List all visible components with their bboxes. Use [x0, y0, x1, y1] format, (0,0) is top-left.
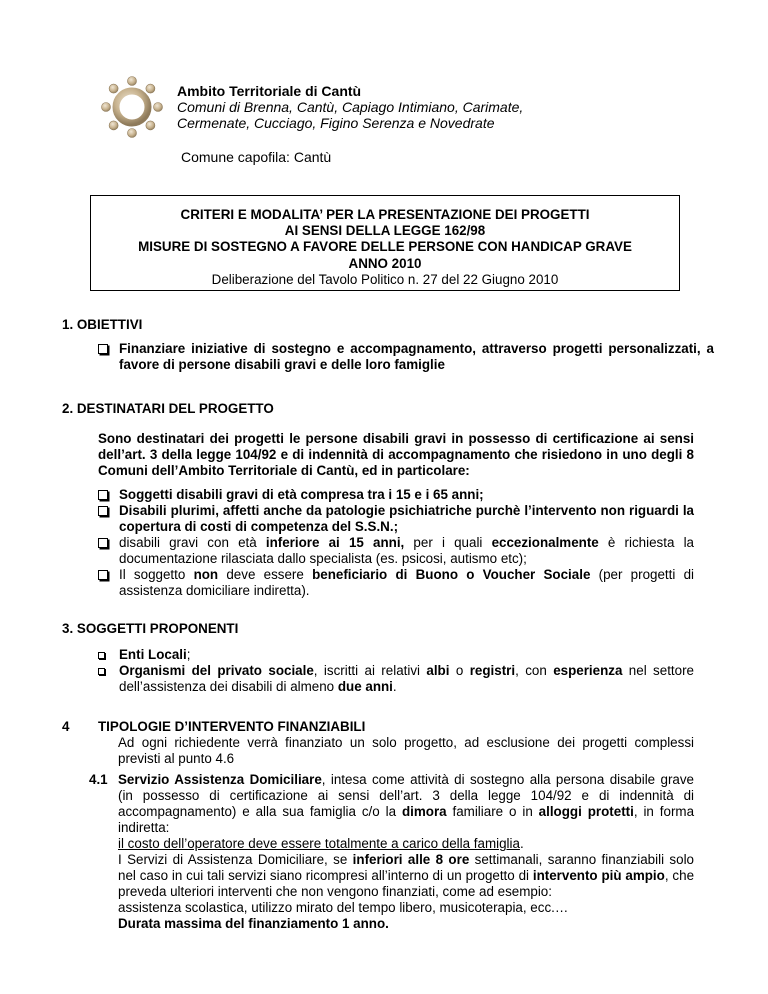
title-line-4: ANNO 2010	[348, 255, 422, 271]
text-run: Enti Locali	[119, 647, 187, 662]
durata-note: Durata massima del finanziamento 1 anno.	[118, 916, 389, 931]
section-3-list	[98, 647, 694, 695]
text-run: (per progetti di assistenza domiciliare indiretta).	[119, 567, 695, 598]
capofila: Comune capofila: Cantù	[181, 149, 332, 165]
text-run: esperienza	[553, 663, 623, 678]
paragraph	[118, 836, 694, 852]
list-item-text: Soggetti disabili gravi di età compresa tra i 15 e i 65 anni;	[119, 487, 484, 502]
text-run: intervento più ampio	[532, 868, 665, 883]
underlined-text: il costo dell’operatore deve essere totalmente a carico della famiglia	[118, 836, 520, 851]
text-run: , in forma indiretta:	[118, 804, 695, 835]
paragraph	[118, 772, 694, 836]
section-1-heading: 1. OBIETTIVI	[62, 317, 143, 332]
text-run: inferiori alle 8 ore	[352, 852, 470, 867]
list-item	[98, 647, 694, 663]
text-run: I Servizi di Assistenza Domiciliare, se	[118, 852, 353, 867]
text-run: non	[193, 567, 219, 582]
text-run: disabili gravi con età	[119, 535, 266, 550]
text-run: settimanali, saranno finanziabili solo nel caso in cui tali servizi siano ricompresi all’interno di un progetto di	[118, 852, 694, 883]
section-4-intro: Ad ogni richiedente verrà finanziato un solo progetto, ad esclusione dei progetti complessi previsti al punto 4.6	[118, 735, 694, 766]
section-2-heading: 2. DESTINATARI DEL PROGETTO	[62, 401, 274, 416]
text-run: , iscritti ai relativi	[313, 663, 427, 678]
text-run: , con	[515, 663, 554, 678]
list-item	[98, 487, 694, 503]
text-run: ;	[186, 647, 191, 662]
text-run: Servizio Assistenza Domiciliare	[118, 772, 322, 787]
subsection-4-1-body	[118, 772, 694, 932]
title-box	[90, 195, 680, 291]
text-run: albi	[426, 663, 450, 678]
checkbox-icon	[98, 538, 108, 548]
ambito-logo	[100, 75, 164, 139]
title-line-2: AI SENSI DELLA LEGGE 162/98	[284, 223, 486, 239]
list-item	[98, 663, 694, 695]
paragraph: assistenza scolastica, utilizzo mirato del tempo libero, musicoterapia, ecc.…	[118, 900, 569, 915]
text-run: registri	[469, 663, 516, 678]
title-line-5: Deliberazione del Tavolo Politico n. 27 del 22 Giugno 2010	[211, 271, 559, 287]
list-item	[98, 503, 694, 535]
text-run: .	[392, 679, 397, 694]
subsection-number: 4.1	[89, 772, 108, 787]
section-2-intro: Sono destinatari dei progetti le persone disabili gravi in possesso di certificazione ai sensi dell’art. 3 della legge 104/92 e di indennità di accompagnamento che risiedono in uno degli 8 Comuni dell’Ambito Territoriale di Cantù, ed in particolare:	[98, 431, 694, 478]
header-block	[177, 83, 637, 131]
paragraph	[118, 852, 694, 900]
section-1-item	[98, 341, 714, 373]
section-4-number: 4	[62, 719, 70, 734]
text-run: due anni	[337, 679, 393, 694]
text-run: , intesa come attività di sostegno alla persona disabile grave (in possesso di certificazione ai sensi dell’art. 3 della legge 104/92 e di indennità di accompagnamento) e alla sua famiglia c/o la	[118, 772, 694, 819]
checkbox-icon	[98, 344, 108, 354]
text-run: .	[519, 836, 524, 851]
text-run: beneficiario di Buono o Voucher Sociale	[312, 567, 591, 582]
checkbox-icon	[98, 668, 105, 675]
comuni-line-1: Comuni di Brenna, Cantù, Capiago Intimiano, Carimate,	[177, 99, 524, 115]
title-line-1: CRITERI E MODALITA’ PER LA PRESENTAZIONE DEI PROGETTI	[180, 207, 590, 222]
text-run: alloggi protetti	[538, 804, 634, 819]
text-run: o	[449, 663, 470, 678]
checkbox-icon	[98, 652, 105, 659]
comuni-line-2: Cermenate, Cucciago, Figino Serenza e Novedrate	[177, 115, 495, 131]
text-run: Organismi del privato sociale	[119, 663, 314, 678]
text-run: Il soggetto	[119, 567, 194, 582]
section-2-list	[98, 487, 694, 599]
list-item	[98, 535, 694, 567]
text-run: inferiore ai 15 anni,	[265, 535, 405, 550]
list-item	[98, 567, 694, 599]
text-run: nel settore dell’assistenza dei disabili di almeno	[119, 663, 694, 694]
section-1-item-text: Finanziare iniziative di sostegno e accompagnamento, attraverso progetti personalizzati, a favore di persone disabili gravi e delle loro famiglie	[119, 341, 714, 372]
text-run: , che preveda ulteriori interventi che non vengono finanziati, come ad esempio:	[118, 868, 695, 899]
section-3-heading: 3. SOGGETTI PROPONENTI	[62, 621, 239, 636]
text-run: deve essere	[218, 567, 313, 582]
checkbox-icon	[98, 490, 108, 500]
org-name: Ambito Territoriale di Cantù	[177, 83, 362, 99]
title-line-3: MISURE DI SOSTEGNO A FAVORE DELLE PERSONE CON HANDICAP GRAVE	[138, 239, 632, 255]
checkbox-icon	[98, 570, 108, 580]
checkbox-icon	[98, 506, 108, 516]
text-run: per i quali	[404, 535, 492, 550]
section-4-heading: TIPOLOGIE D’INTERVENTO FINANZIABILI	[98, 719, 366, 734]
text-run: eccezionalmente	[491, 535, 599, 550]
text-run: familiare o in	[446, 804, 539, 819]
text-run: dimora	[401, 804, 447, 819]
text-run: è richiesta la documentazione rilasciata dallo specialista (es. psicosi, autismo etc);	[119, 535, 694, 566]
list-item-text: Disabili plurimi, affetti anche da patologie psichiatriche purchè l’intervento non riguardi la copertura di costi di competenza del S.S.N.;	[119, 503, 694, 534]
logo-graphic	[100, 75, 164, 139]
